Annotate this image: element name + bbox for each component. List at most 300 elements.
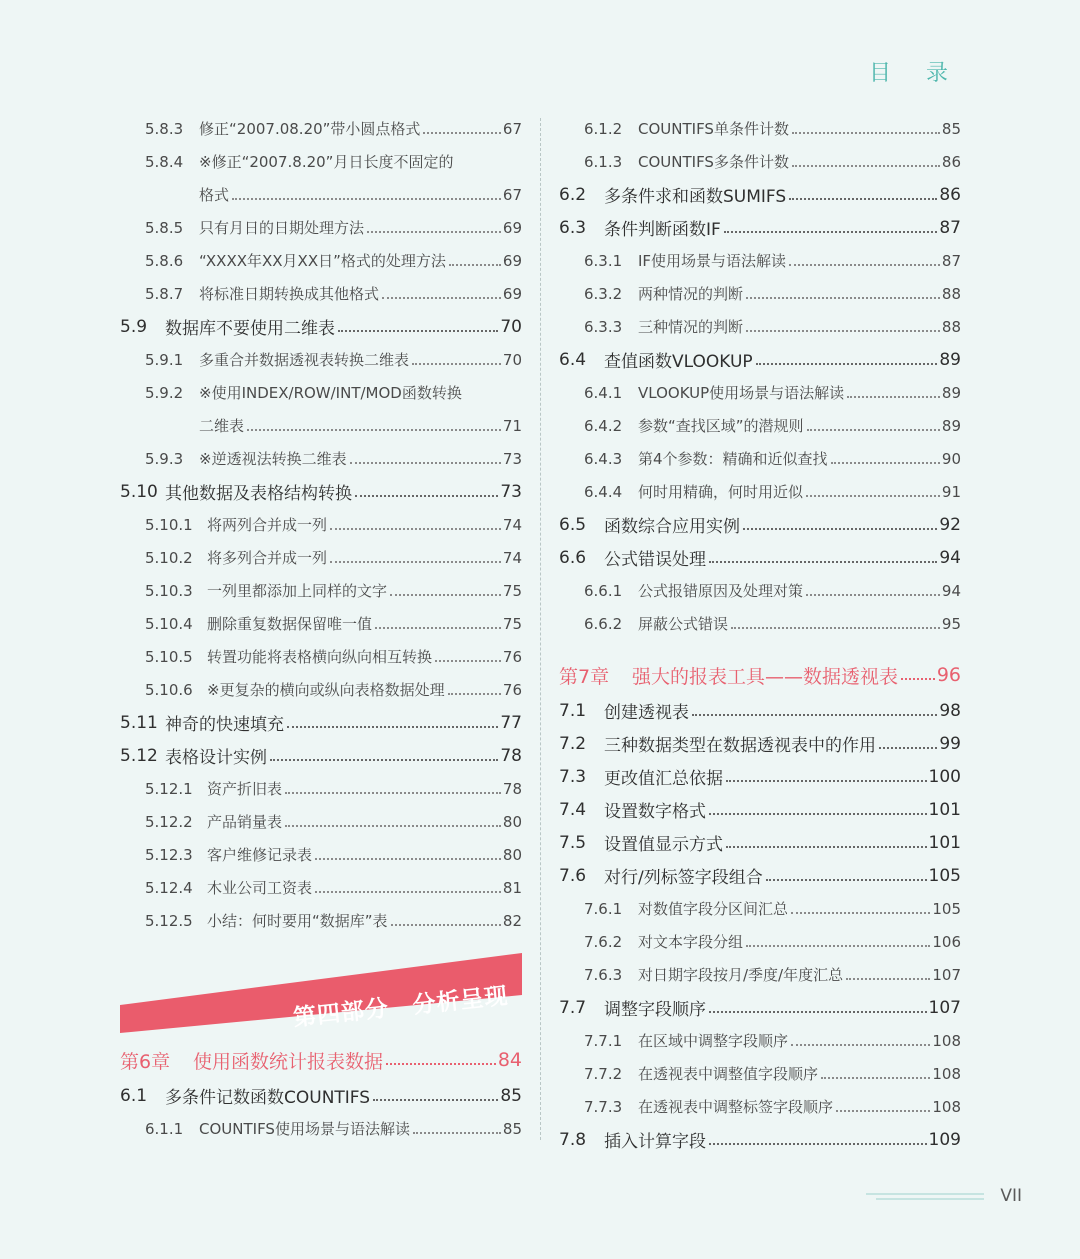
toc-entry-title: 其他数据及表格结构转换 <box>165 484 352 504</box>
dot-leader <box>287 726 498 728</box>
toc-entry-number: 5.8.6 <box>145 251 184 270</box>
toc-entry-number: 7.6 <box>559 865 587 886</box>
toc-entry-title: 在区域中调整字段顺序 <box>638 1032 789 1050</box>
toc-entry-number: 5.10 <box>120 481 158 502</box>
toc-entry[interactable] <box>120 310 522 343</box>
toc-entry[interactable] <box>559 310 961 343</box>
toc-entry[interactable] <box>559 343 961 376</box>
toc-entry[interactable] <box>120 112 522 145</box>
toc-entry-number: 5.10.2 <box>145 548 193 567</box>
toc-entry-title: ※更复杂的横向或纵向表格数据处理 <box>207 681 445 699</box>
toc-entry-title: 多条件求和函数SUMIFS <box>604 187 787 207</box>
dot-leader <box>355 495 498 497</box>
toc-right-list <box>559 112 961 640</box>
toc-entry[interactable] <box>120 442 522 475</box>
toc-entry-page: 78 <box>502 779 522 798</box>
toc-entry[interactable] <box>120 508 522 541</box>
toc-entry[interactable] <box>120 739 522 772</box>
toc-entry[interactable] <box>559 409 961 442</box>
toc-entry-number: 6.6.2 <box>584 614 623 633</box>
toc-entry-title: 使用函数统计报表数据 <box>193 1050 384 1073</box>
toc-entry-number: 7.7 <box>559 997 587 1018</box>
toc-entry[interactable] <box>120 904 522 937</box>
dot-leader <box>846 978 930 980</box>
toc-entry-title: 对文本字段分组 <box>638 933 744 951</box>
toc-entry-title: 将标准日期转换成其他格式 <box>199 285 380 303</box>
toc-entry-page: 94 <box>939 547 961 568</box>
toc-entry-title: 多重合并数据透视表转换二维表 <box>199 351 410 369</box>
toc-entry-title: 表格设计实例 <box>165 748 267 768</box>
toc-entry[interactable] <box>120 211 522 244</box>
toc-entry-page: 67 <box>502 185 522 204</box>
toc-entry[interactable] <box>559 1057 961 1090</box>
toc-entry-title: 产品销量表 <box>207 813 283 831</box>
dot-leader <box>792 165 940 167</box>
toc-entry-page: 81 <box>502 878 522 897</box>
column-divider <box>540 118 541 1140</box>
toc-entry-title: 参数“查找区域”的潜规则 <box>638 417 804 435</box>
dot-leader <box>806 495 940 497</box>
toc-left-chapter-list <box>120 1041 522 1145</box>
toc-entry-page: 94 <box>941 581 961 600</box>
toc-entry-number: 5.10.4 <box>145 614 193 633</box>
toc-entry[interactable] <box>120 541 522 574</box>
toc-entry-title: 对数值字段分区间汇总 <box>638 900 789 918</box>
toc-entry[interactable] <box>559 607 961 640</box>
toc-entry-number: 6.1 <box>120 1085 148 1106</box>
toc-entry-title: 屏蔽公式错误 <box>638 615 729 633</box>
toc-entry-page: 80 <box>502 812 522 831</box>
toc-entry[interactable] <box>120 145 522 178</box>
dot-leader <box>731 627 940 629</box>
dot-leader <box>836 1110 930 1112</box>
dot-leader <box>726 780 927 782</box>
toc-entry-title: 两种情况的判断 <box>638 285 744 303</box>
toc-entry[interactable] <box>559 277 961 310</box>
toc-entry-title: 插入计算字段 <box>604 1132 706 1152</box>
toc-entry-number: 6.5 <box>559 514 587 535</box>
toc-entry-page: 99 <box>939 733 961 754</box>
toc-entry-number: 5.10.6 <box>145 680 193 699</box>
toc-entry-title: 数据库不要使用二维表 <box>165 319 335 339</box>
toc-entry-number: 7.6.2 <box>584 932 623 951</box>
toc-entry-title: 资产折旧表 <box>207 780 283 798</box>
toc-entry-page: 80 <box>502 845 522 864</box>
toc-entry[interactable] <box>559 1024 961 1057</box>
dot-leader <box>766 879 927 881</box>
dot-leader <box>791 1044 930 1046</box>
toc-entry[interactable] <box>120 805 522 838</box>
dot-leader <box>330 528 501 530</box>
toc-entry-title: COUNTIFS使用场景与语法解读 <box>199 1120 410 1138</box>
toc-entry-title: 在透视表中调整标签字段顺序 <box>638 1098 834 1116</box>
toc-entry-page: 106 <box>932 932 961 951</box>
toc-entry[interactable] <box>559 145 961 178</box>
dot-leader <box>709 1143 927 1145</box>
toc-entry[interactable] <box>559 694 961 727</box>
dot-leader <box>789 198 937 200</box>
toc-entry[interactable] <box>120 475 522 508</box>
toc-entry-title: 转置功能将表格横向纵向相互转换 <box>207 648 433 666</box>
dot-leader <box>709 813 927 815</box>
toc-entry-title: 更改值汇总依据 <box>604 769 723 789</box>
dot-leader <box>390 594 501 596</box>
toc-entry-number: 6.3.2 <box>584 284 623 303</box>
dot-leader <box>806 594 940 596</box>
toc-entry-page: 69 <box>502 251 522 270</box>
toc-entry-title: 设置数字格式 <box>604 802 706 822</box>
toc-entry-page: 76 <box>502 680 522 699</box>
toc-entry-number: 6.1.1 <box>145 1119 184 1138</box>
dot-leader <box>709 561 937 563</box>
toc-entry-page: 76 <box>502 647 522 666</box>
toc-entry-number: 7.2 <box>559 733 587 754</box>
toc-right-column <box>559 112 961 1156</box>
toc-entry-page: 101 <box>928 832 961 853</box>
dot-leader <box>285 825 501 827</box>
toc-entry-number: 6.2 <box>559 184 587 205</box>
toc-entry-title: COUNTIFS单条件计数 <box>638 120 789 138</box>
toc-entry-page: 75 <box>502 614 522 633</box>
toc-entry[interactable] <box>120 1079 522 1112</box>
dot-leader <box>391 924 501 926</box>
toc-entry-number: 第6章 <box>120 1050 171 1073</box>
toc-entry-title: 公式错误处理 <box>604 550 706 570</box>
toc-entry-number: 5.10.3 <box>145 581 193 600</box>
toc-entry-page: 108 <box>932 1031 961 1050</box>
toc-entry[interactable] <box>120 1112 522 1145</box>
dot-leader <box>373 1099 498 1101</box>
toc-entry-page: 85 <box>502 1119 522 1138</box>
toc-entry-title: 格式 <box>199 186 230 204</box>
toc-entry-number: 6.1.3 <box>584 152 623 171</box>
toc-entry-number: 5.12 <box>120 745 158 766</box>
toc-entry-title: VLOOKUP使用场景与语法解读 <box>638 384 845 402</box>
toc-entry[interactable] <box>559 793 961 826</box>
toc-entry[interactable] <box>559 958 961 991</box>
toc-entry[interactable] <box>559 211 961 244</box>
toc-entry-page: 95 <box>941 614 961 633</box>
toc-entry-title: 何时用精确，何时用近似 <box>638 483 804 501</box>
dot-leader <box>338 330 498 332</box>
dot-leader <box>247 429 501 431</box>
toc-entry[interactable] <box>559 112 961 145</box>
toc-entry[interactable] <box>559 442 961 475</box>
toc-entry-title: 函数综合应用实例 <box>604 517 740 537</box>
toc-entry[interactable] <box>120 178 522 211</box>
toc-entry[interactable] <box>559 991 961 1024</box>
toc-entry-title: 只有月日的日期处理方法 <box>199 219 365 237</box>
toc-entry-number: 7.6.3 <box>584 965 623 984</box>
toc-entry-number: 5.9 <box>120 316 148 337</box>
toc-entry-page: 85 <box>500 1085 522 1106</box>
toc-entry-number: 7.7.1 <box>584 1031 623 1050</box>
toc-entry-number: 5.9.3 <box>145 449 184 468</box>
toc-entry-title: 多条件记数函数COUNTIFS <box>165 1088 371 1108</box>
toc-entry-page: 105 <box>932 899 961 918</box>
toc-entry[interactable] <box>559 859 961 892</box>
dot-leader <box>285 792 501 794</box>
toc-entry-title: “XXXX年XX月XX日”格式的处理方法 <box>199 252 446 270</box>
toc-entry-number: 7.1 <box>559 700 587 721</box>
toc-entry-number: 5.12.1 <box>145 779 193 798</box>
toc-entry-page: 75 <box>502 581 522 600</box>
toc-entry-page: 100 <box>928 766 961 787</box>
toc-entry-number: 5.8.7 <box>145 284 184 303</box>
dot-leader <box>330 561 501 563</box>
toc-entry-page: 88 <box>941 317 961 336</box>
toc-entry-page: 88 <box>941 284 961 303</box>
toc-entry[interactable] <box>559 1090 961 1123</box>
toc-entry-page: 70 <box>502 350 522 369</box>
toc-entry-title: 对行/列标签字段组合 <box>604 868 763 888</box>
toc-entry-number: 5.12.5 <box>145 911 193 930</box>
toc-entry-number: 6.3.3 <box>584 317 623 336</box>
dot-leader <box>746 945 930 947</box>
toc-entry-page: 107 <box>932 965 961 984</box>
toc-entry-number: 6.3 <box>559 217 587 238</box>
toc-entry-page: 90 <box>941 449 961 468</box>
dot-leader <box>315 858 501 860</box>
dot-leader <box>413 1132 501 1134</box>
dot-leader <box>412 363 501 365</box>
toc-entry[interactable] <box>559 925 961 958</box>
toc-entry-number: 7.7.2 <box>584 1064 623 1083</box>
toc-entry-page: 84 <box>497 1049 522 1071</box>
toc-entry[interactable] <box>120 409 522 442</box>
toc-entry-title: 客户维修记录表 <box>207 846 313 864</box>
toc-entry-number: 7.8 <box>559 1129 587 1150</box>
toc-entry-page: 87 <box>941 251 961 270</box>
toc-entry-number: 5.11 <box>120 712 158 733</box>
toc-entry-title: 将两列合并成一列 <box>207 516 328 534</box>
toc-entry-title: 对日期字段按月/季度/年度汇总 <box>638 966 844 984</box>
toc-entry-page: 101 <box>928 799 961 820</box>
toc-entry-title: 木业公司工资表 <box>207 879 313 897</box>
toc-entry-number: 6.4.4 <box>584 482 623 501</box>
toc-entry-number: 7.3 <box>559 766 587 787</box>
toc-left-list <box>120 112 522 937</box>
toc-entry-page: 108 <box>932 1097 961 1116</box>
dot-leader <box>756 363 938 365</box>
toc-entry-page: 89 <box>941 383 961 402</box>
toc-entry-page: 87 <box>939 217 961 238</box>
dot-leader <box>232 198 501 200</box>
toc-entry-title: 查值函数VLOOKUP <box>604 352 753 372</box>
toc-entry-page: 89 <box>939 349 961 370</box>
toc-entry-page: 69 <box>502 218 522 237</box>
toc-entry[interactable] <box>120 706 522 739</box>
toc-entry-page: 82 <box>502 911 522 930</box>
dot-leader <box>807 429 940 431</box>
toc-entry-number: 5.8.5 <box>145 218 184 237</box>
toc-entry-title: 三种数据类型在数据透视表中的作用 <box>604 736 876 756</box>
toc-entry-title: 公式报错原因及处理对策 <box>638 582 804 600</box>
toc-entry-title: ※使用INDEX/ROW/INT/MOD函数转换 <box>199 384 462 402</box>
toc-entry-title: 三种情况的判断 <box>638 318 744 336</box>
toc-entry[interactable] <box>120 838 522 871</box>
toc-entry[interactable] <box>559 574 961 607</box>
toc-entry-number: 6.4 <box>559 349 587 370</box>
toc-entry-title: 修正“2007.08.20”带小圆点格式 <box>199 120 421 138</box>
dot-leader <box>382 297 501 299</box>
dot-leader <box>692 714 937 716</box>
dot-leader <box>435 660 501 662</box>
toc-entry-number: 5.12.3 <box>145 845 193 864</box>
toc-entry-number: 6.4.1 <box>584 383 623 402</box>
toc-entry-title: 强大的报表工具——数据透视表 <box>632 665 899 688</box>
toc-entry[interactable] <box>120 244 522 277</box>
toc-entry-number: 5.9.1 <box>145 350 184 369</box>
toc-entry-page: 78 <box>500 745 522 766</box>
toc-entry-number: 7.4 <box>559 799 587 820</box>
toc-entry-title: 第4个参数：精确和近似查找 <box>638 450 828 468</box>
toc-entry[interactable] <box>559 1123 961 1156</box>
toc-entry[interactable] <box>559 892 961 925</box>
toc-entry[interactable] <box>120 772 522 805</box>
toc-entry-page: 86 <box>939 184 961 205</box>
toc-entry[interactable] <box>120 673 522 706</box>
toc-right-chapter-list <box>559 656 961 1156</box>
part-banner-text: 第四部分 分析呈现 <box>291 982 510 1032</box>
toc-entry-number: 5.10.5 <box>145 647 193 666</box>
toc-entry-number: 5.8.4 <box>145 152 184 171</box>
toc-entry-number: 6.6 <box>559 547 587 568</box>
toc-entry-number: 5.9.2 <box>145 383 184 402</box>
toc-entry-title: 条件判断函数IF <box>604 220 721 240</box>
toc-entry[interactable] <box>120 376 522 409</box>
toc-entry-title: 设置值显示方式 <box>604 835 723 855</box>
toc-entry-page: 73 <box>502 449 522 468</box>
toc-entry-title: IF使用场景与语法解读 <box>638 252 787 270</box>
toc-entry-number: 6.4.2 <box>584 416 623 435</box>
toc-entry-page: 92 <box>939 514 961 535</box>
toc-entry[interactable] <box>120 871 522 904</box>
toc-entry[interactable] <box>559 826 961 859</box>
toc-entry[interactable] <box>559 760 961 793</box>
toc-entry[interactable] <box>120 343 522 376</box>
dot-leader <box>847 396 940 398</box>
dot-leader <box>386 1063 496 1065</box>
toc-entry-title: 一列里都添加上同样的文字 <box>207 582 388 600</box>
toc-entry-title: 删除重复数据保留唯一值 <box>207 615 373 633</box>
dot-leader <box>350 462 501 464</box>
toc-entry-number: 5.8.3 <box>145 119 184 138</box>
page-number: VII <box>1000 1186 1022 1206</box>
dot-leader <box>791 912 930 914</box>
toc-entry-page: 108 <box>932 1064 961 1083</box>
chapter-gap <box>559 640 961 656</box>
toc-entry[interactable] <box>559 178 961 211</box>
toc-entry-number: 5.12.2 <box>145 812 193 831</box>
toc-left-column <box>120 112 522 1145</box>
toc-entry-page: 67 <box>502 119 522 138</box>
dot-leader <box>789 264 940 266</box>
dot-leader <box>879 747 937 749</box>
toc-entry-number: 5.12.4 <box>145 878 193 897</box>
toc-entry-page: 77 <box>500 712 522 733</box>
dot-leader <box>724 231 938 233</box>
toc-entry-title: 调整字段顺序 <box>604 1000 706 1020</box>
toc-entry-number: 6.4.3 <box>584 449 623 468</box>
toc-entry[interactable] <box>559 244 961 277</box>
dot-leader <box>726 846 927 848</box>
toc-entry-title: ※逆透视法转换二维表 <box>199 450 347 468</box>
dot-leader <box>831 462 940 464</box>
toc-entry-page: 89 <box>941 416 961 435</box>
dot-leader <box>746 297 940 299</box>
toc-chapter-entry[interactable] <box>120 1041 522 1079</box>
part-banner <box>120 953 522 1033</box>
toc-entry-title: 将多列合并成一列 <box>207 549 328 567</box>
toc-entry[interactable] <box>120 607 522 640</box>
dot-leader <box>709 1011 927 1013</box>
dot-leader <box>901 678 935 680</box>
toc-entry[interactable] <box>120 277 522 310</box>
toc-entry-page: 85 <box>941 119 961 138</box>
dot-leader <box>821 1077 930 1079</box>
dot-leader <box>270 759 498 761</box>
toc-entry-number: 6.1.2 <box>584 119 623 138</box>
toc-header-title: 目 录 <box>869 61 962 86</box>
toc-entry-number: 5.10.1 <box>145 515 193 534</box>
toc-entry-page: 107 <box>928 997 961 1018</box>
toc-entry-number: 6.6.1 <box>584 581 623 600</box>
toc-entry-title: ※修正“2007.8.20”月日长度不固定的 <box>199 153 454 171</box>
toc-entry[interactable] <box>559 727 961 760</box>
dot-leader <box>792 132 940 134</box>
dot-leader <box>448 693 501 695</box>
toc-entry-page: 86 <box>941 152 961 171</box>
toc-entry-title: 二维表 <box>199 417 245 435</box>
folio-decoration <box>866 1192 986 1202</box>
toc-entry[interactable] <box>559 541 961 574</box>
toc-entry-number: 7.6.1 <box>584 899 623 918</box>
toc-entry-page: 109 <box>928 1129 961 1150</box>
toc-entry[interactable] <box>559 508 961 541</box>
dot-leader <box>449 264 501 266</box>
toc-entry-number: 第7章 <box>559 665 610 688</box>
toc-entry-page: 105 <box>928 865 961 886</box>
toc-entry-page: 91 <box>941 482 961 501</box>
toc-entry-page: 73 <box>500 481 522 502</box>
toc-entry-number: 7.5 <box>559 832 587 853</box>
toc-entry[interactable] <box>120 574 522 607</box>
toc-entry-title: 神奇的快速填充 <box>165 715 284 735</box>
toc-entry-number: 7.7.3 <box>584 1097 623 1116</box>
toc-entry-page: 71 <box>502 416 522 435</box>
toc-entry-page: 74 <box>502 548 522 567</box>
toc-entry[interactable] <box>120 640 522 673</box>
toc-entry[interactable] <box>559 475 961 508</box>
toc-entry-number: 6.3.1 <box>584 251 623 270</box>
toc-entry-page: 69 <box>502 284 522 303</box>
dot-leader <box>746 330 940 332</box>
dot-leader <box>743 528 937 530</box>
toc-entry-page: 98 <box>939 700 961 721</box>
dot-leader <box>375 627 501 629</box>
toc-entry-page: 96 <box>936 664 961 686</box>
dot-leader <box>367 231 501 233</box>
toc-entry-title: 创建透视表 <box>604 703 689 723</box>
toc-entry-title: 小结：何时要用“数据库”表 <box>207 912 388 930</box>
toc-entry-page: 74 <box>502 515 522 534</box>
toc-chapter-entry[interactable] <box>559 656 961 694</box>
toc-entry-page: 70 <box>500 316 522 337</box>
toc-entry[interactable] <box>559 376 961 409</box>
toc-entry-title: COUNTIFS多条件计数 <box>638 153 789 171</box>
dot-leader <box>315 891 501 893</box>
